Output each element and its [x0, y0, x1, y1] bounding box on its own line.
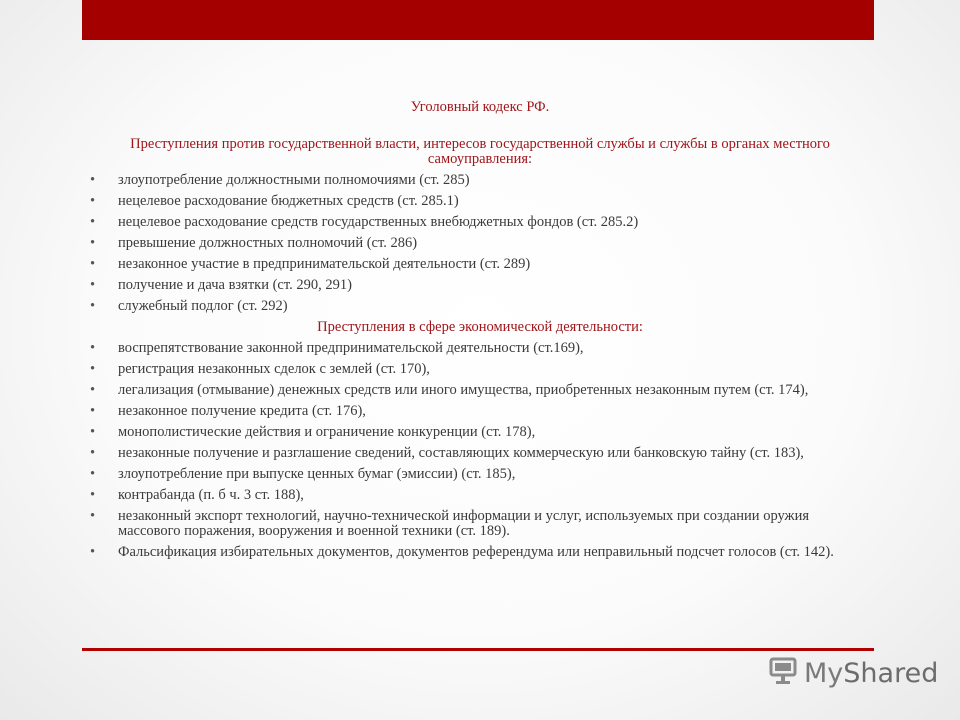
section-heading-economic: Преступления в сфере экономической деятельности: — [317, 319, 643, 335]
list-item: • служебный подлог (ст. 292) — [90, 299, 870, 314]
section-heading-state-power: Преступления против государственной власти, интересов государственной службы и службы в органах местного самоуправления: — [130, 136, 830, 167]
list-item: • превышение должностных полномочий (ст. 286) — [90, 236, 870, 251]
list-item: • нецелевое расходование бюджетных средств (ст. 285.1) — [90, 194, 870, 209]
list-item: • незаконное участие в предпринимательской деятельности (ст. 289) — [90, 257, 870, 272]
list-item: • Фальсификация избирательных документов, документов референдума или неправильный подсчет голосов (ст. 142). — [90, 545, 870, 560]
list-item: • незаконное получение кредита (ст. 176), — [90, 404, 870, 419]
watermark-logo — [768, 656, 938, 690]
list-item: • монополистические действия и ограничение конкуренции (ст. 178), — [90, 425, 870, 440]
list-item: • воспрепятствование законной предпринимательской деятельности (ст.169), — [90, 341, 870, 356]
list-item: • получение и дача взятки (ст. 290, 291) — [90, 278, 870, 293]
bottom-divider — [82, 648, 874, 651]
list-item: • легализация (отмывание) денежных средств или иного имущества, приобретенных незаконным путем (ст. 174), — [90, 383, 870, 398]
list-item: • незаконные получение и разглашение сведений, составляющих коммерческую или банковскую тайну (ст. 183), — [90, 446, 870, 461]
slide-title: Уголовный кодекс РФ. — [410, 99, 550, 115]
list-item: • злоупотребление при выпуске ценных бумаг (эмиссии) (ст. 185), — [90, 467, 870, 482]
list-item: • незаконный экспорт технологий, научно-технической информации и услуг, используемых при создании оружия массового поражения, вооружения и военной техники (ст. 189). — [90, 509, 870, 539]
watermark-text-my: My — [804, 657, 844, 689]
bullet-list-state-power — [90, 173, 870, 314]
slide-content — [90, 100, 870, 566]
top-accent-bar — [82, 0, 874, 40]
bullet-list-economic — [90, 341, 870, 560]
watermark-text-shared: Shared — [843, 657, 939, 689]
list-item: • регистрация незаконных сделок с землей (ст. 170), — [90, 362, 870, 377]
list-item: • контрабанда (п. б ч. 3 ст. 188), — [90, 488, 870, 503]
list-item: • злоупотребление должностными полномочиями (ст. 285) — [90, 173, 870, 188]
list-item: • нецелевое расходование средств государственных внебюджетных фондов (ст. 285.2) — [90, 215, 870, 230]
presentation-board-icon — [768, 655, 798, 692]
